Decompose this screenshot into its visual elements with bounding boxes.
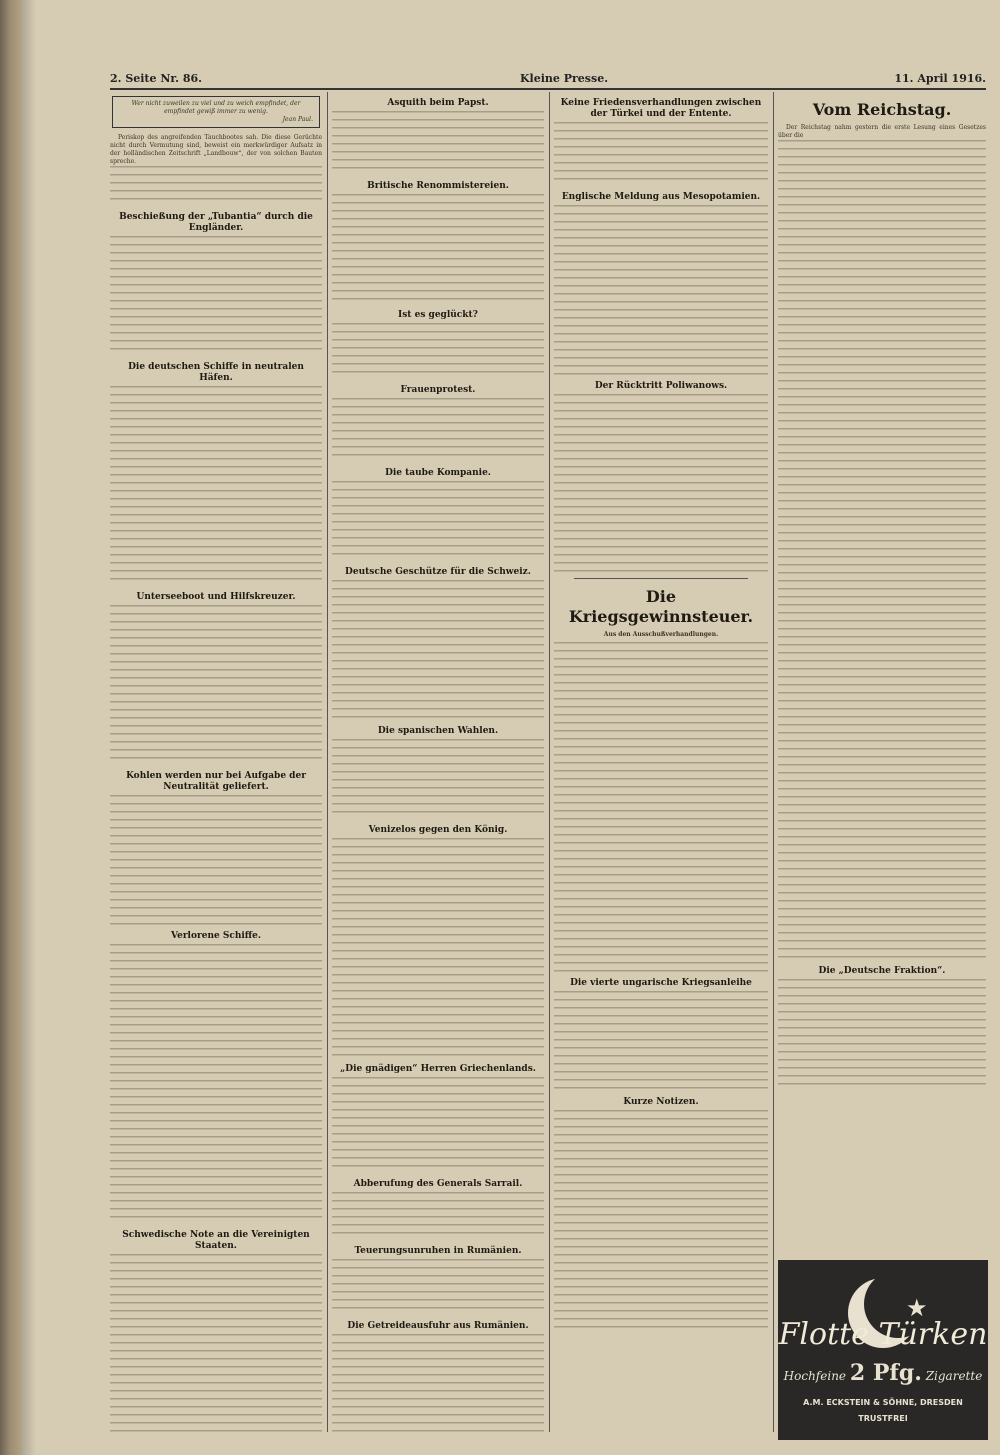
article-heading: Verlorene Schiffe. — [170, 931, 262, 941]
article-heading: Frauenprotest. — [400, 385, 476, 395]
issue-date: 11. April 1916. — [894, 72, 986, 85]
motto-author: Jean Paul. — [282, 116, 313, 123]
star-icon: ★ — [906, 1294, 928, 1322]
text-block — [110, 386, 322, 586]
text-block — [778, 979, 986, 1089]
article-heading: Vom Reichstag. — [812, 100, 952, 119]
column-2 — [332, 92, 544, 1432]
text-block — [110, 236, 322, 356]
fold-shadow — [22, 0, 36, 1455]
text-block — [332, 111, 544, 175]
column-1 — [110, 92, 322, 1432]
article-heading: Ist es geglückt? — [398, 310, 478, 320]
article-heading: Die vierte ungarische Kriegsanleihe — [570, 978, 752, 988]
paper-title: Kleine Presse. — [520, 72, 609, 85]
text-block — [110, 166, 322, 206]
article-heading: Kurze Notizen. — [623, 1097, 699, 1107]
article-subheading: Aus den Ausschußverhandlungen. — [603, 631, 719, 638]
text-block — [554, 205, 768, 375]
text-block — [332, 323, 544, 379]
ad-price-suffix: Zigarette — [925, 1369, 983, 1383]
article-heading: Beschießung der „Tubantia“ durch die Engländer. — [119, 212, 313, 233]
article-heading: Deutsche Geschütze für die Schweiz. — [345, 567, 531, 577]
text-block — [332, 739, 544, 819]
text-block — [332, 481, 544, 561]
newspaper-page — [22, 0, 1000, 1455]
text-block — [332, 1077, 544, 1173]
scan-edge — [0, 0, 22, 1455]
column-4 — [778, 92, 986, 1252]
text-block — [110, 605, 322, 765]
ad-price-value: 2 Pfg. — [849, 1360, 922, 1386]
ad-brand: Flotte Türken — [778, 1317, 988, 1352]
ad-note: TRUSTFREI — [858, 1414, 908, 1423]
column-rule — [327, 92, 328, 1432]
text-block — [332, 1192, 544, 1240]
text-block — [554, 394, 768, 574]
text-block — [332, 398, 544, 462]
article-heading: Die deutschen Schiffe in neutralen Häfen. — [128, 362, 304, 383]
page-header — [110, 72, 986, 90]
text-block — [110, 944, 322, 1224]
article-heading: Abberufung des Generals Sarrail. — [353, 1179, 523, 1189]
page-number: 2. Seite Nr. 86. — [110, 72, 202, 85]
text-block — [554, 991, 768, 1091]
article-heading: Teuerungsunruhen in Rumänien. — [354, 1246, 522, 1256]
text-block — [332, 1334, 544, 1432]
text-block — [554, 122, 768, 186]
article-heading: Keine Friedensverhandlungen zwischen der Türkei und der Entente. — [560, 98, 762, 119]
text-block — [332, 580, 544, 720]
ad-maker: A.M. ECKSTEIN & SÖHNE, DRESDEN — [803, 1398, 963, 1407]
motto-box — [112, 96, 320, 128]
ad-price-prefix: Hochfeine — [783, 1369, 847, 1383]
divider — [574, 578, 748, 579]
text-block — [332, 838, 544, 1058]
text-block — [332, 1259, 544, 1315]
text-block — [778, 140, 986, 960]
article-text: Periskop des angreifenden Tauchbootes sah. Die diese Gerüchte nicht durch Vermutung sind, beweist ein merkwürdiger Aufsatz in der holländischen Zeitschrift „Landbouw“, der von solchen Bauten spreche. — [110, 134, 322, 165]
article-heading: Venizelos gegen den König. — [368, 825, 508, 835]
column-3 — [554, 92, 768, 1432]
column-rule — [549, 92, 550, 1432]
article-heading: Die spanischen Wahlen. — [377, 726, 499, 736]
article-heading: Die taube Kompanie. — [385, 468, 491, 478]
article-heading: Der Rücktritt Poliwanows. — [594, 381, 728, 391]
article-heading: Englische Meldung aus Mesopotamien. — [561, 192, 761, 202]
article-heading: Kohlen werden nur bei Aufgabe der Neutralität geliefert. — [126, 771, 306, 792]
column-rule — [773, 92, 774, 1432]
ad-price — [778, 1360, 988, 1386]
article-heading: Die Kriegsgewinnsteuer. — [568, 587, 754, 626]
text-block — [332, 194, 544, 304]
article-text: Der Reichstag nahm gestern die erste Lesung eines Gesetzes über die — [778, 124, 986, 139]
article-heading: Die „Deutsche Fraktion“. — [818, 966, 946, 976]
article-heading: Schwedische Note an die Vereinigten Staaten. — [122, 1230, 310, 1251]
text-block — [110, 1254, 322, 1432]
text-block — [554, 642, 768, 972]
text-block — [554, 1110, 768, 1330]
text-block — [110, 795, 322, 925]
article-heading: Unterseeboot und Hilfskreuzer. — [136, 592, 296, 602]
cigarette-advertisement — [778, 1260, 988, 1440]
article-heading: Asquith beim Papst. — [387, 98, 489, 108]
article-heading: Die Getreideausfuhr aus Rumänien. — [347, 1321, 529, 1331]
motto-text: Wer nicht zuweilen zu viel und zu weich empfindet, der empfindet gewiß immer zu wenig. — [131, 100, 301, 115]
article-heading: „Die gnädigen“ Herren Griechenlands. — [340, 1064, 536, 1074]
article-heading: Britische Renommistereien. — [367, 181, 509, 191]
